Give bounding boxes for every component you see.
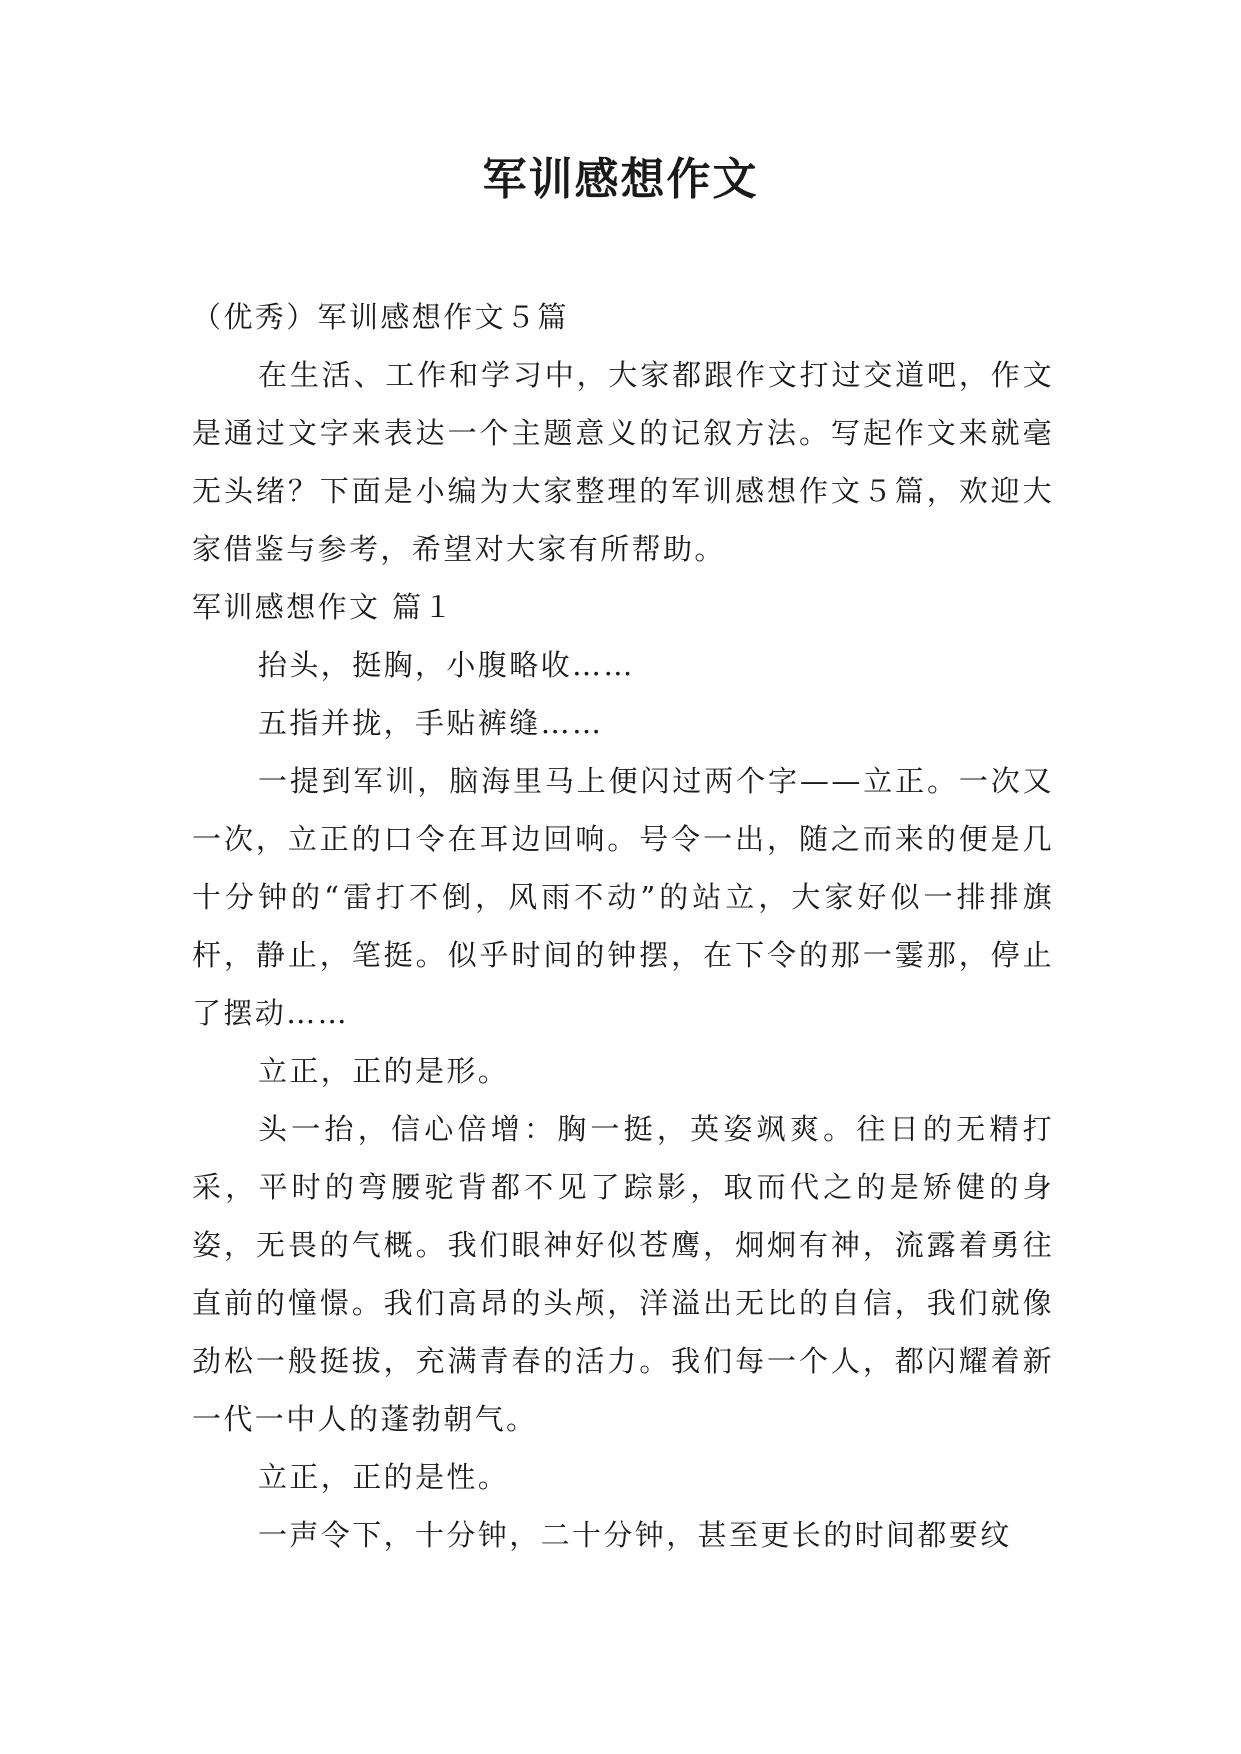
paragraph: 一声令下，十分钟，二十分钟，甚至更长的时间都要纹 (258, 1518, 1012, 1552)
paragraph: 立正，正的是性。 (258, 1460, 510, 1494)
document-title: 军训感想作文 (482, 154, 759, 205)
paragraph: 头一抬，信心倍增：胸一挺，英姿飒爽。往日的无精打采，平时的弯腰驼背都不见了踪影，取而代之的是矫健的身姿，无畏的气概。我们眼神好似苍鹰，炯炯有神，流露着勇往直前的憧憬。我们高昂的头颅，洋溢出无比的自信，我们就像劲松一般挺拔，充满青春的活力。我们每一个人，都闪耀着新一代一中人的蓬勃朝气。 (192, 1112, 1054, 1436)
paragraph-intro: 在生活、工作和学习中，大家都跟作文打过交道吧，作文是通过文字来表达一个主题意义的记叙方法。写起作文来就毫无头绪？下面是小编为大家整理的军训感想作文５篇，欢迎大家借鉴与参考，希望对大家有所帮助。 (192, 358, 1054, 566)
paragraph: 抬头，挺胸，小腹略收…… (258, 648, 635, 682)
paragraph-subtitle: （优秀）军训感想作文５篇 (192, 300, 569, 334)
document-body (192, 288, 1054, 1564)
paragraph: 五指并拢，手贴裤缝…… (258, 706, 604, 740)
paragraph: 一提到军训，脑海里马上便闪过两个字——立正。一次又一次，立正的口令在耳边回响。号令一出，随之而来的便是几十分钟的“雷打不倒，风雨不动”的站立，大家好似一排排旗杆，静止，笔挺。似乎时间的钟摆，在下令的那一霎那，停止了摆动…… (192, 764, 1054, 1030)
paragraph: 立正，正的是形。 (258, 1054, 510, 1088)
section-heading: 军训感想作文 篇１ (192, 590, 455, 624)
